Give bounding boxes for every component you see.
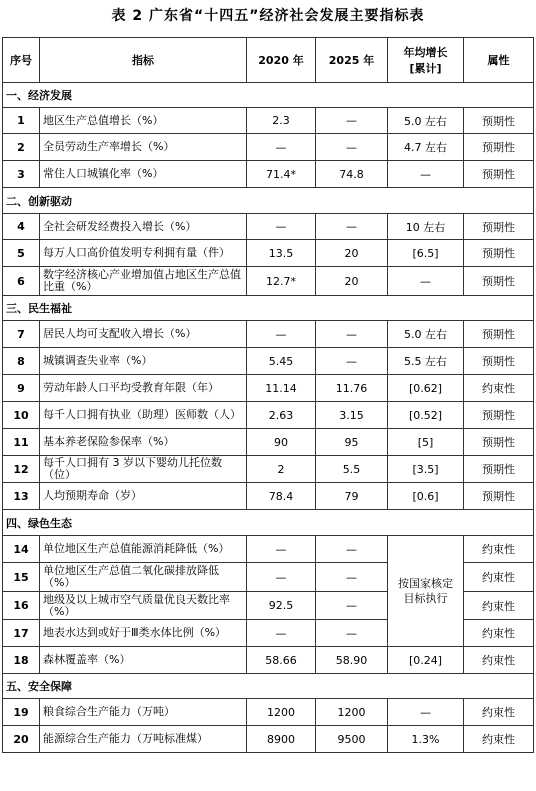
row-number: 15 xyxy=(3,563,40,592)
value-2025: — xyxy=(316,214,388,240)
section-row xyxy=(3,296,534,321)
value-2025: — xyxy=(316,563,388,592)
attribute: 约束性 xyxy=(464,620,534,647)
attribute: 约束性 xyxy=(464,699,534,726)
value-2020: 90 xyxy=(247,429,316,456)
indicator-name: 森林覆盖率（%） xyxy=(40,647,247,674)
table-row xyxy=(3,536,534,563)
value-2020: 2.63 xyxy=(247,402,316,429)
table-row xyxy=(3,348,534,375)
row-number: 13 xyxy=(3,483,40,510)
attribute: 约束性 xyxy=(464,375,534,402)
value-2025: 95 xyxy=(316,429,388,456)
growth-value: [0.6] xyxy=(388,483,464,510)
attribute: 预期性 xyxy=(464,429,534,456)
row-number: 2 xyxy=(3,134,40,161)
growth-value: 1.3% xyxy=(388,726,464,753)
growth-value: 5.0 左右 xyxy=(388,321,464,348)
table-row xyxy=(3,375,534,402)
attribute: 预期性 xyxy=(464,402,534,429)
value-2020: 5.45 xyxy=(247,348,316,375)
indicator-name: 地区生产总值增长（%） xyxy=(40,108,247,134)
growth-value: [0.62] xyxy=(388,375,464,402)
attribute: 预期性 xyxy=(464,348,534,375)
section-row xyxy=(3,188,534,214)
table-row xyxy=(3,108,534,134)
table-title: 表 2 广东省“十四五”经济社会发展主要指标表 xyxy=(111,8,425,24)
row-number: 3 xyxy=(3,161,40,188)
header-row xyxy=(3,38,534,83)
value-2020: 78.4 xyxy=(247,483,316,510)
value-2025: 74.8 xyxy=(316,161,388,188)
value-2025: 3.15 xyxy=(316,402,388,429)
header-attr: 属性 xyxy=(464,38,534,83)
row-number: 4 xyxy=(3,214,40,240)
indicator-name: 常住人口城镇化率（%） xyxy=(40,161,247,188)
table-row xyxy=(3,699,534,726)
row-number: 8 xyxy=(3,348,40,375)
growth-value: — xyxy=(388,699,464,726)
table-row xyxy=(3,647,534,674)
row-number: 12 xyxy=(3,456,40,483)
growth-value: [3.5] xyxy=(388,456,464,483)
row-number: 19 xyxy=(3,699,40,726)
value-2020: 92.5 xyxy=(247,592,316,620)
attribute: 约束性 xyxy=(464,726,534,753)
attribute: 预期性 xyxy=(464,108,534,134)
growth-value: [6.5] xyxy=(388,240,464,267)
value-2020: 12.7* xyxy=(247,267,316,296)
value-2025: — xyxy=(316,592,388,620)
value-2020: 2 xyxy=(247,456,316,483)
value-2020: — xyxy=(247,620,316,647)
section-row xyxy=(3,83,534,108)
indicator-name: 粮食综合生产能力（万吨） xyxy=(40,699,247,726)
section-title: 二、创新驱动 xyxy=(3,188,534,214)
row-number: 1 xyxy=(3,108,40,134)
table-row xyxy=(3,161,534,188)
attribute: 预期性 xyxy=(464,267,534,296)
indicator-name: 基本养老保险参保率（%） xyxy=(40,429,247,456)
table-row xyxy=(3,267,534,296)
attribute: 预期性 xyxy=(464,214,534,240)
indicator-name: 全社会研发经费投入增长（%） xyxy=(40,214,247,240)
merged-growth-note: 按国家核定目标执行 xyxy=(388,536,464,647)
indicator-table xyxy=(2,37,534,753)
row-number: 16 xyxy=(3,592,40,620)
indicator-name: 单位地区生产总值二氧化碳排放降低（%） xyxy=(40,563,247,592)
attribute: 预期性 xyxy=(464,161,534,188)
growth-value: 4.7 左右 xyxy=(388,134,464,161)
indicator-name: 能源综合生产能力（万吨标准煤） xyxy=(40,726,247,753)
row-number: 17 xyxy=(3,620,40,647)
table-row xyxy=(3,726,534,753)
value-2020: — xyxy=(247,536,316,563)
growth-value: 5.0 左右 xyxy=(388,108,464,134)
attribute: 约束性 xyxy=(464,647,534,674)
row-number: 7 xyxy=(3,321,40,348)
value-2020: — xyxy=(247,214,316,240)
row-number: 18 xyxy=(3,647,40,674)
row-number: 6 xyxy=(3,267,40,296)
value-2025: 79 xyxy=(316,483,388,510)
value-2025: 9500 xyxy=(316,726,388,753)
table-row xyxy=(3,134,534,161)
row-number: 10 xyxy=(3,402,40,429)
value-2025: 1200 xyxy=(316,699,388,726)
indicator-name: 每千人口拥有 3 岁以下婴幼儿托位数（位） xyxy=(40,456,247,483)
value-2025: — xyxy=(316,536,388,563)
value-2020: — xyxy=(247,321,316,348)
section-title: 四、绿色生态 xyxy=(3,510,534,536)
section-title: 三、民生福祉 xyxy=(3,296,534,321)
header-indicator: 指标 xyxy=(40,38,247,83)
value-2025: 5.5 xyxy=(316,456,388,483)
row-number: 14 xyxy=(3,536,40,563)
table-row xyxy=(3,240,534,267)
row-number: 11 xyxy=(3,429,40,456)
value-2025: — xyxy=(316,348,388,375)
value-2025: 20 xyxy=(316,267,388,296)
indicator-name: 单位地区生产总值能源消耗降低（%） xyxy=(40,536,247,563)
header-growth-line1: 年均增长 xyxy=(403,46,448,59)
row-number: 9 xyxy=(3,375,40,402)
attribute: 预期性 xyxy=(464,456,534,483)
section-row xyxy=(3,510,534,536)
value-2020: — xyxy=(247,134,316,161)
value-2020: 2.3 xyxy=(247,108,316,134)
attribute: 预期性 xyxy=(464,134,534,161)
value-2025: 58.90 xyxy=(316,647,388,674)
value-2025: 20 xyxy=(316,240,388,267)
indicator-name: 地表水达到或好于Ⅲ类水体比例（%） xyxy=(40,620,247,647)
value-2020: 58.66 xyxy=(247,647,316,674)
growth-value: [0.52] xyxy=(388,402,464,429)
value-2025: 11.76 xyxy=(316,375,388,402)
attribute: 预期性 xyxy=(464,240,534,267)
indicator-name: 地级及以上城市空气质量优良天数比率（%） xyxy=(40,592,247,620)
table-row xyxy=(3,321,534,348)
growth-value: — xyxy=(388,267,464,296)
value-2020: — xyxy=(247,563,316,592)
value-2020: 71.4* xyxy=(247,161,316,188)
value-2020: 1200 xyxy=(247,699,316,726)
attribute: 约束性 xyxy=(464,563,534,592)
table-row xyxy=(3,483,534,510)
header-2020: 2020 年 xyxy=(247,38,316,83)
section-title: 一、经济发展 xyxy=(3,83,534,108)
section-title: 五、安全保障 xyxy=(3,674,534,699)
indicator-name: 城镇调查失业率（%） xyxy=(40,348,247,375)
header-no: 序号 xyxy=(3,38,40,83)
table-row xyxy=(3,429,534,456)
value-2020: 13.5 xyxy=(247,240,316,267)
attribute: 预期性 xyxy=(464,321,534,348)
attribute: 约束性 xyxy=(464,536,534,563)
value-2025: — xyxy=(316,108,388,134)
indicator-name: 数字经济核心产业增加值占地区生产总值比重（%） xyxy=(40,267,247,296)
indicator-name: 劳动年龄人口平均受教育年限（年） xyxy=(40,375,247,402)
table-row xyxy=(3,456,534,483)
value-2020: 11.14 xyxy=(247,375,316,402)
indicator-name: 每万人口高价值发明专利拥有量（件） xyxy=(40,240,247,267)
growth-value: [5] xyxy=(388,429,464,456)
row-number: 20 xyxy=(3,726,40,753)
value-2025: — xyxy=(316,620,388,647)
attribute: 约束性 xyxy=(464,592,534,620)
growth-value: — xyxy=(388,161,464,188)
value-2020: 8900 xyxy=(247,726,316,753)
header-growth-line2: [累计] xyxy=(409,62,442,75)
growth-value: 5.5 左右 xyxy=(388,348,464,375)
growth-value: [0.24] xyxy=(388,647,464,674)
value-2025: — xyxy=(316,321,388,348)
value-2025: — xyxy=(316,134,388,161)
table-row xyxy=(3,214,534,240)
growth-value: 10 左右 xyxy=(388,214,464,240)
indicator-name: 每千人口拥有执业（助理）医师数（人） xyxy=(40,402,247,429)
indicator-name: 居民人均可支配收入增长（%） xyxy=(40,321,247,348)
section-row xyxy=(3,674,534,699)
indicator-name: 人均预期寿命（岁） xyxy=(40,483,247,510)
header-growth xyxy=(388,38,464,83)
row-number: 5 xyxy=(3,240,40,267)
header-2025: 2025 年 xyxy=(316,38,388,83)
indicator-name: 全员劳动生产率增长（%） xyxy=(40,134,247,161)
table-row xyxy=(3,402,534,429)
attribute: 预期性 xyxy=(464,483,534,510)
